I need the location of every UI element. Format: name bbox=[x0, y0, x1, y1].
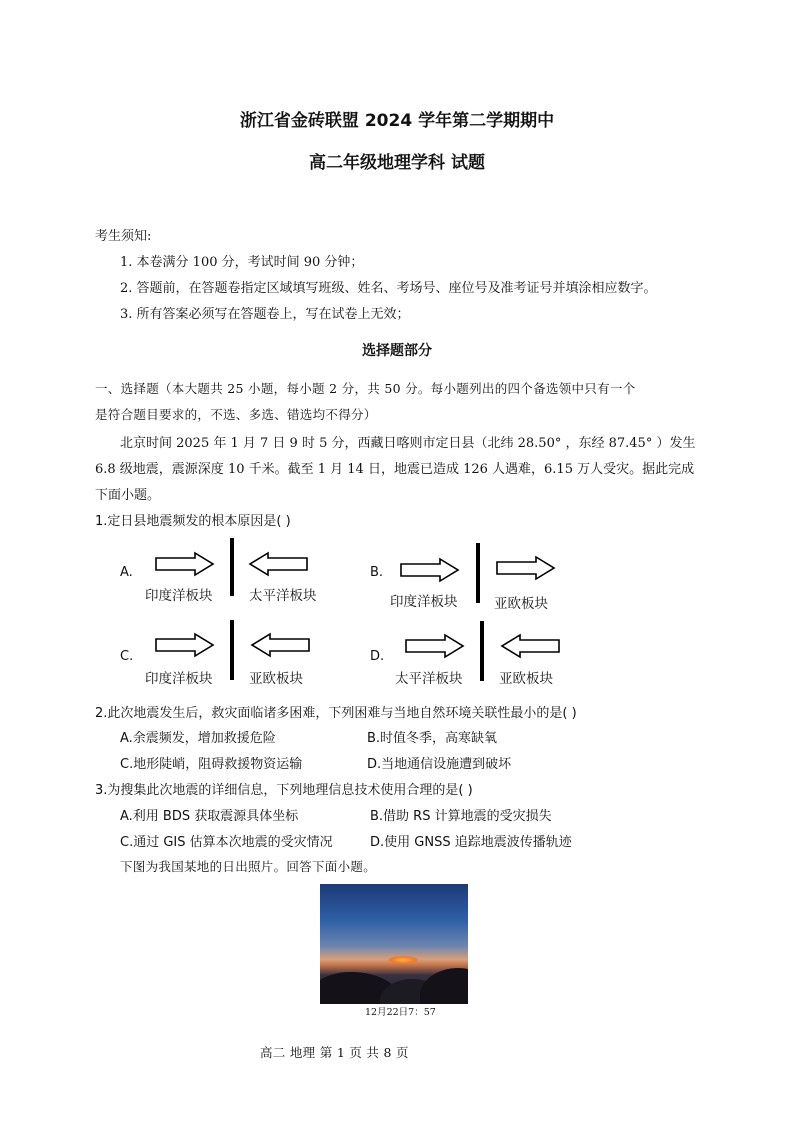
sun-glow bbox=[388, 956, 418, 964]
q2-option-b[interactable]: B.时值冬季，高寒缺氧 bbox=[367, 731, 498, 746]
mountain-silhouette-right bbox=[420, 968, 468, 1004]
q3-option-c[interactable]: C.通过 GIS 估算本次地震的受灾情况 bbox=[120, 835, 333, 850]
notice-heading: 考生须知: bbox=[95, 229, 152, 244]
section-title: 选择题部分 bbox=[362, 343, 432, 359]
q1-b-left-label: 印度洋板块 bbox=[390, 594, 458, 610]
q1-c-left-arrow-icon bbox=[155, 633, 215, 657]
q1-c-right-label: 亚欧板块 bbox=[249, 671, 303, 687]
q1-d-left-label: 太平洋板块 bbox=[395, 671, 463, 687]
q2-option-d[interactable]: D.当地通信设施遭到破坏 bbox=[367, 757, 512, 772]
q1-c-right-arrow-icon bbox=[250, 633, 310, 657]
q1-option-c-letter[interactable]: C. bbox=[120, 649, 134, 664]
question-3-stem: 3.为搜集此次地震的详细信息，下列地理信息技术使用合理的是( ) bbox=[95, 783, 473, 798]
q1-c-boundary bbox=[230, 620, 234, 680]
notice-item-1: 1. 本卷满分 100 分，考试时间 90 分钟； bbox=[120, 255, 364, 270]
notice-item-3: 3. 所有答案必须写在答题卷上，写在试卷上无效； bbox=[120, 307, 410, 322]
page-footer: 高二 地理 第 1 页 共 8 页 bbox=[260, 1045, 409, 1060]
passage-line-1: 北京时间 2025 年 1 月 7 日 9 时 5 分，西藏日喀则市定日县（北纬 28.50° ，东经 87.45° ）发生 bbox=[120, 436, 696, 451]
part-one-line-1: 一、选择题（本大题共 25 小题，每小题 2 分，共 50 分。每小题列出的四个备选领中只有一个 bbox=[95, 381, 636, 396]
q3-option-b[interactable]: B.借助 RS 计算地震的受灾损失 bbox=[370, 809, 552, 824]
q2-option-c[interactable]: C.地形陡峭，阻碍救援物资运输 bbox=[120, 757, 303, 772]
q1-option-b-letter[interactable]: B. bbox=[370, 565, 384, 580]
q3-option-d[interactable]: D.使用 GNSS 追踪地震波传播轨迹 bbox=[370, 835, 572, 850]
q2-option-a[interactable]: A.余震频发，增加救援危险 bbox=[120, 731, 276, 746]
q1-c-left-label: 印度洋板块 bbox=[145, 671, 213, 687]
q1-option-a-letter[interactable]: A. bbox=[120, 565, 133, 580]
photo-intro: 下图为我国某地的日出照片。回答下面小题。 bbox=[120, 859, 377, 874]
q1-d-left-arrow-icon bbox=[405, 634, 465, 658]
photo-caption: 12月22日7：57 bbox=[365, 1007, 436, 1018]
q1-a-boundary bbox=[230, 538, 234, 596]
part-one-line-2: 是符合题目要求的，不选、多选、错选均不得分） bbox=[95, 407, 377, 422]
question-1-stem: 1.定日县地震频发的根本原因是( ) bbox=[95, 514, 291, 529]
page-subtitle: 高二年级地理学科 试题 bbox=[309, 153, 485, 173]
passage-line-3: 下面小题。 bbox=[95, 488, 161, 503]
q1-d-boundary bbox=[480, 621, 484, 681]
q1-b-right-label: 亚欧板块 bbox=[494, 596, 548, 612]
q1-d-right-arrow-icon bbox=[500, 634, 560, 658]
q1-a-left-arrow-icon bbox=[155, 552, 215, 576]
page-title: 浙江省金砖联盟 2024 学年第二学期期中 bbox=[239, 111, 555, 131]
q1-a-right-label: 太平洋板块 bbox=[249, 588, 317, 604]
notice-item-2: 2. 答题前，在答题卷指定区域填写班级、姓名、考场号、座位号及准考证号并填涂相应数字。 bbox=[120, 281, 657, 296]
question-2-stem: 2.此次地震发生后，救灾面临诸多困难，下列困难与当地自然环境关联性最小的是( ) bbox=[95, 706, 577, 721]
q1-a-left-label: 印度洋板块 bbox=[145, 588, 213, 604]
q1-d-right-label: 亚欧板块 bbox=[499, 671, 553, 687]
sunrise-photo bbox=[320, 884, 468, 1004]
q1-b-left-arrow-icon bbox=[400, 558, 460, 582]
q1-option-d-letter[interactable]: D. bbox=[370, 649, 385, 664]
q3-option-a[interactable]: A.利用 BDS 获取震源具体坐标 bbox=[120, 809, 299, 824]
q1-b-boundary bbox=[476, 543, 480, 603]
q1-b-right-arrow-icon bbox=[496, 556, 556, 580]
passage-line-2: 6.8 级地震，震源深度 10 千米。截至 1 月 14 日，地震已造成 126 人遇难，6.15 万人受灾。据此完成 bbox=[95, 462, 695, 477]
q1-a-right-arrow-icon bbox=[248, 552, 308, 576]
